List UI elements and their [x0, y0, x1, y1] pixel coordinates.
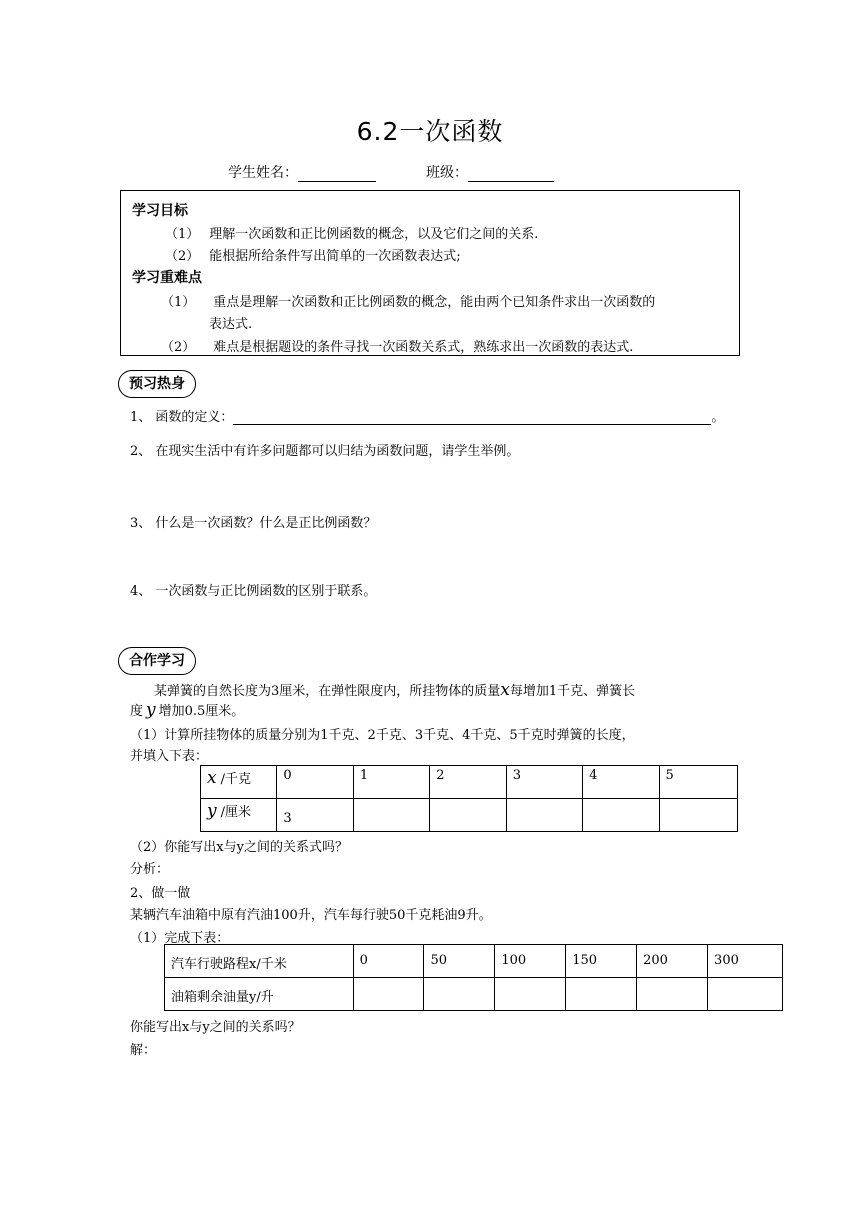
student-name-field[interactable] [228, 162, 376, 182]
objective-item: （1） 理解一次函数和正比例函数的概念，以及它们之间的关系. [165, 227, 539, 242]
table-row [201, 766, 738, 799]
table-cell-blank[interactable] [566, 978, 637, 1011]
table-header-cell: 油箱剩余油量y/升 [165, 978, 354, 1011]
table-cell: 3 [277, 799, 353, 832]
var-x: x [500, 680, 510, 700]
preview-q2: 2、 在现实生活中有许多问题都可以归结为函数问题，请学生举例。 [130, 444, 520, 459]
key-point-item: （2） 难点是根据题设的条件寻找一次函数关系式，熟练求出一次函数的表达式. [161, 340, 634, 355]
table-cell: 200 [637, 945, 708, 978]
table-cell-blank[interactable] [659, 799, 737, 832]
table-cell-blank[interactable] [353, 978, 424, 1011]
table-cell-blank[interactable] [708, 978, 783, 1011]
table-cell-blank[interactable] [430, 799, 506, 832]
table-row [165, 978, 783, 1011]
student-name-blank[interactable] [298, 165, 376, 182]
table-header-cell: x /千克 [201, 766, 277, 799]
preview-q3: 3、 什么是一次函数？什么是正比例函数？ [130, 516, 377, 531]
coop-intro: 某弹簧的自然长度为3厘米，在弹性限度内，所挂物体的质量x每增加1千克、弹簧长 [154, 680, 636, 700]
analysis-label: 分析： [130, 862, 170, 877]
definition-blank[interactable] [233, 412, 711, 425]
coop-badge: 合作学习 [118, 647, 196, 675]
table-cell-blank[interactable] [495, 978, 566, 1011]
objectives-heading: 学习目标 [132, 203, 188, 219]
coop-intro-cont: 度 y 增加0.5厘米。 [130, 700, 245, 720]
key-points-heading: 学习重难点 [132, 270, 202, 286]
section2-q2: 你能写出x与y之间的关系吗？ [130, 1020, 301, 1035]
key-point-item: （1） 重点是理解一次函数和正比例函数的概念，能由两个已知条件求出一次函数的 [161, 295, 656, 310]
section2-heading: 2、做一做 [130, 886, 191, 901]
coop-q2: （2）你能写出x与y之间的关系式吗？ [130, 840, 348, 855]
table-cell: 0 [277, 766, 353, 799]
table-row [165, 945, 783, 978]
table-cell-blank[interactable] [506, 799, 582, 832]
table-cell: 4 [583, 766, 659, 799]
var-y: y [146, 700, 156, 720]
page-title: 6.2一次函数 [356, 117, 504, 146]
class-field[interactable] [426, 162, 554, 182]
table-cell-blank[interactable] [424, 978, 495, 1011]
table-cell: 0 [353, 945, 424, 978]
spring-table [200, 765, 738, 832]
answer-label: 解： [130, 1043, 157, 1058]
table-cell-blank[interactable] [583, 799, 659, 832]
class-label: 班级： [426, 165, 468, 181]
table-cell: 3 [506, 766, 582, 799]
fuel-table [164, 944, 783, 1011]
table-cell: 100 [495, 945, 566, 978]
coop-q1: （1）计算所挂物体的质量分别为1千克、2千克、3千克、4千克、5千克时弹簧的长度， [130, 728, 635, 743]
table-cell: 2 [430, 766, 506, 799]
key-point-item-cont: 表达式. [209, 317, 253, 332]
table-cell: 300 [708, 945, 783, 978]
objectives-box [120, 190, 740, 356]
objective-item: （2） 能根据所给条件写出简单的一次函数表达式; [165, 249, 461, 264]
preview-q4: 4、 一次函数与正比例函数的区别于联系。 [130, 584, 377, 599]
table-cell: 150 [566, 945, 637, 978]
preview-badge: 预习热身 [118, 370, 196, 398]
table-cell: 50 [424, 945, 495, 978]
section2-q1: （1）完成下表： [130, 931, 230, 946]
table-cell: 5 [659, 766, 737, 799]
table-cell: 1 [353, 766, 429, 799]
table-header-cell: 汽车行驶路程x/千米 [165, 945, 354, 978]
table-row [201, 799, 738, 832]
student-name-label: 学生姓名： [228, 165, 298, 181]
preview-q1: 1、 函数的定义： 。 [130, 410, 725, 425]
table-cell-blank[interactable] [353, 799, 429, 832]
section2-intro: 某辆汽车油箱中原有汽油100升，汽车每行驶50千克耗油9升。 [130, 908, 492, 923]
table-header-cell: y /厘米 [201, 799, 277, 832]
class-blank[interactable] [468, 165, 554, 182]
table-cell-blank[interactable] [637, 978, 708, 1011]
coop-q1-cont: 并填入下表： [130, 749, 209, 764]
